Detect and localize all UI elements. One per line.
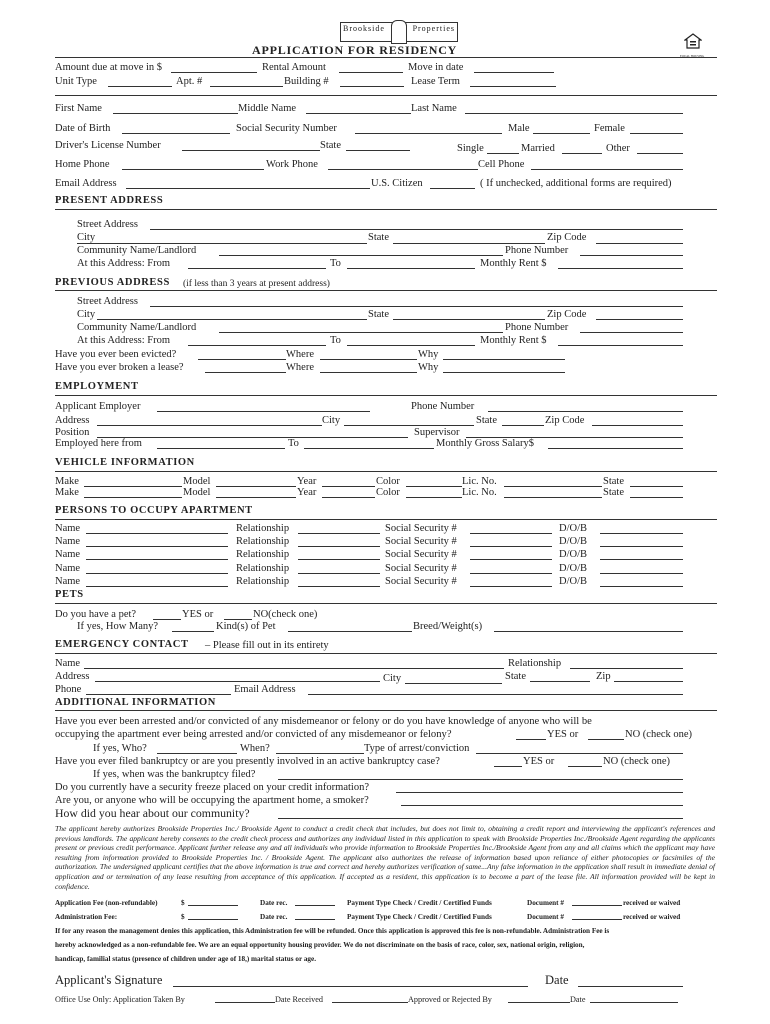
citizen-field[interactable] — [430, 188, 475, 189]
logo-right-text: Properties — [412, 24, 455, 33]
previous-from-field[interactable] — [188, 345, 326, 346]
person-5-relationship-label: Relationship — [236, 576, 290, 587]
equal-housing-label: EQUAL HOUSING — [680, 54, 705, 58]
pet-no-label: NO(check one) — [253, 609, 318, 620]
admin-fee-date-label: Date rec. — [260, 913, 288, 921]
person-5-name-label: Name — [55, 576, 81, 587]
previous-address-note: (if less than 3 years at present address) — [183, 279, 330, 289]
person-2-dob-label: D/O/B — [559, 536, 588, 547]
vehicle-header: VEHICLE INFORMATION — [55, 457, 195, 468]
app-fee-payment-label: Payment Type Check / Credit / Certified Funds — [347, 899, 492, 907]
person-1-relationship-label: Relationship — [236, 523, 290, 534]
emergency-rule — [55, 653, 717, 654]
vehicle-2-lic-label: Lic. No. — [462, 487, 497, 498]
vehicle-2-model-label: Model — [183, 487, 211, 498]
vehicle-rule — [55, 471, 717, 472]
office-taken-label: Office Use Only: Application Taken By — [55, 995, 185, 1004]
other-label: Other — [606, 143, 630, 154]
emergency-zip-field[interactable] — [614, 681, 683, 682]
present-community-label: Community Name/Landlord — [77, 245, 197, 256]
q5-field[interactable] — [278, 818, 683, 819]
person-1-dob-field[interactable] — [600, 533, 683, 534]
additional-header: ADDITIONAL INFORMATION — [55, 697, 216, 708]
single-label: Single — [457, 143, 484, 154]
pet-breed-label: Breed/Weight(s) — [413, 621, 483, 632]
vehicle-1-make-field[interactable] — [84, 486, 182, 487]
emergency-email-field[interactable] — [308, 694, 683, 695]
vehicle-1-model-label: Model — [183, 476, 211, 487]
vehicle-2-color-field[interactable] — [406, 497, 462, 498]
person-3-name-label: Name — [55, 549, 81, 560]
female-field[interactable] — [630, 133, 683, 134]
employed-from-field[interactable] — [157, 448, 285, 449]
present-phone-field[interactable] — [580, 255, 683, 256]
dl-state-label: State — [320, 140, 341, 151]
divider — [55, 95, 717, 96]
app-fee-received-label: received or waived — [623, 899, 681, 907]
admin-fee-received-label: received or waived — [623, 913, 681, 921]
previous-rent-field[interactable] — [558, 345, 683, 346]
pet-how-many-label: If yes, How Many? — [77, 621, 159, 632]
other-field[interactable] — [637, 153, 683, 154]
app-fee-date-label: Date rec. — [260, 899, 288, 907]
pets-rule — [55, 603, 717, 604]
q1-when-label: When? — [240, 743, 270, 754]
person-5-dob-field[interactable] — [600, 586, 683, 587]
dl-label: Driver's License Number — [55, 140, 161, 151]
employer-label: Applicant Employer — [55, 401, 141, 412]
evicted-why-label: Why — [418, 349, 439, 360]
vehicle-2-model-field[interactable] — [216, 497, 296, 498]
present-address-header: PRESENT ADDRESS — [55, 195, 164, 206]
previous-address-header: PREVIOUS ADDRESS — [55, 277, 170, 288]
vehicle-2-year-label: Year — [297, 487, 317, 498]
person-3-name-field[interactable] — [86, 559, 228, 560]
present-rule — [55, 209, 717, 210]
vehicle-2-year-field[interactable] — [322, 497, 375, 498]
pet-breed-field[interactable] — [494, 631, 683, 632]
person-4-dob-label: D/O/B — [559, 563, 588, 574]
person-3-dob-label: D/O/B — [559, 549, 588, 560]
female-label: Female — [594, 123, 625, 134]
emergency-header: EMERGENCY CONTACT — [55, 639, 189, 650]
additional-rule — [55, 710, 717, 711]
lease-term-label: Lease Term — [411, 76, 460, 87]
previous-from-label: At this Address: From — [77, 335, 171, 346]
previous-community-label: Community Name/Landlord — [77, 322, 197, 333]
previous-rent-label: Monthly Rent $ — [480, 335, 547, 346]
person-5-dob-label: D/O/B — [559, 576, 588, 587]
home-phone-label: Home Phone — [55, 159, 110, 170]
q3-field[interactable] — [396, 792, 683, 793]
person-2-relationship-field[interactable] — [298, 546, 380, 547]
signature-label: Applicant's Signature — [55, 973, 163, 987]
q4-field[interactable] — [401, 805, 683, 806]
move-in-field[interactable] — [474, 72, 554, 73]
admin-fee-document-label: Document # — [527, 913, 564, 921]
person-2-name-field[interactable] — [86, 546, 228, 547]
bankruptcy-filed-field[interactable] — [278, 779, 683, 780]
person-5-ssn-label: Social Security # — [385, 576, 457, 587]
employer-state-label: State — [476, 415, 497, 426]
previous-to-field[interactable] — [347, 345, 475, 346]
emergency-state-field[interactable] — [530, 681, 590, 682]
rental-amount-label: Rental Amount — [262, 62, 326, 73]
person-4-ssn-label: Social Security # — [385, 563, 457, 574]
pet-kind-field[interactable] — [288, 631, 412, 632]
employer-zip-field[interactable] — [592, 425, 683, 426]
previous-zip-label: Zip Code — [547, 309, 587, 320]
q1-type-label: Type of arrest/conviction — [364, 743, 470, 754]
present-rent-field[interactable] — [558, 268, 683, 269]
previous-phone-field[interactable] — [580, 332, 683, 333]
q2-no-label: NO (check one) — [603, 756, 671, 767]
employer-city-label: City — [322, 415, 341, 426]
q1-who-label: If yes, Who? — [93, 743, 147, 754]
vehicle-2-state-field[interactable] — [630, 497, 683, 498]
broken-where-label: Where — [286, 362, 314, 373]
authorization-disclaimer: The applicant hereby authorizes Brookside Properties Inc./ Brookside Agent to conduct a credit check that includes, but does not limit to, obtaining a credit report and interviewing the applicant's references and previous landlords. The applicant hereby consents to the credit check process and authorizes any individual listed in this application to speak with Brookside Properties Inc./Brookside Agent regarding the applicants present or previous credit performance. Applicant further release any and all individuals who provide information to Brookside Properties Inc./Brookside Agent from any and all claims which the applicant may have resulting from information provided to Brookside Properties Inc. / Brookside Agent. The applicant also authorizes the release of information based upon reliance of either photocopies or facsimiles of the authorization. The undersigned applicant certifies that the above information is true and correct and hereby authorizes verification of same...Any false information in the application shall result in immediate denial of application and or termination of any lease resulting from acceptance of this application. If accepted as a resident, this application is to become a part of the lease file. All information provided will be kept in confidence. — [55, 824, 715, 891]
dl-state-field[interactable] — [346, 150, 410, 151]
pet-yes-label: YES or — [182, 609, 214, 620]
vehicle-1-year-field[interactable] — [322, 486, 375, 487]
evicted-where-label: Where — [286, 349, 314, 360]
q2-yes-field[interactable] — [494, 766, 522, 767]
q2-yes-label: YES or — [523, 756, 555, 767]
vehicle-1-color-label: Color — [376, 476, 400, 487]
logo-house-icon — [391, 20, 407, 44]
person-2-relationship-label: Relationship — [236, 536, 290, 547]
app-fee-dollar: $ — [181, 899, 185, 907]
broken-where-field[interactable] — [320, 372, 417, 373]
present-city-field[interactable] — [77, 243, 367, 244]
previous-rule — [55, 290, 717, 291]
salary-field[interactable] — [548, 448, 683, 449]
first-name-field[interactable] — [113, 113, 238, 114]
notice-line2: hereby acknowledged as a non-refundable fee. We are an equal opportunity housing provider. We do not discriminate on the basis of race, color, sex, national origin, religion, — [55, 941, 585, 949]
salary-label: Monthly Gross Salary$ — [436, 438, 534, 449]
bankruptcy-filed-label: If yes, when was the bankruptcy filed? — [93, 769, 256, 780]
vehicle-2-lic-field[interactable] — [504, 497, 602, 498]
unit-type-field[interactable] — [108, 86, 172, 87]
employment-header: EMPLOYMENT — [55, 381, 139, 392]
previous-community-field[interactable] — [219, 332, 503, 333]
last-name-label: Last Name — [411, 103, 457, 114]
present-street-label: Street Address — [77, 219, 138, 230]
previous-to-label: To — [330, 335, 341, 346]
lease-term-field[interactable] — [470, 86, 556, 87]
person-1-name-label: Name — [55, 523, 81, 534]
email-label: Email Address — [55, 178, 117, 189]
app-fee-document-label: Document # — [527, 899, 564, 907]
present-from-field[interactable] — [188, 268, 326, 269]
emergency-note: – Please fill out in its entirety — [205, 640, 329, 651]
admin-fee-date-field[interactable] — [295, 919, 335, 920]
q2-label: Have you ever filed bankruptcy or are you presently involved in an active bankruptcy case? — [55, 756, 440, 767]
previous-zip-field[interactable] — [596, 319, 683, 320]
present-from-label: At this Address: From — [77, 258, 171, 269]
persons-header: PERSONS TO OCCUPY APARTMENT — [55, 505, 253, 516]
office-date-received-field[interactable] — [332, 1002, 408, 1003]
emergency-relationship-field[interactable] — [570, 668, 683, 669]
pets-header: PETS — [55, 589, 84, 600]
person-3-relationship-field[interactable] — [298, 559, 380, 560]
person-3-relationship-label: Relationship — [236, 549, 290, 560]
broken-why-label: Why — [418, 362, 439, 373]
position-field[interactable] — [97, 437, 408, 438]
male-field[interactable] — [533, 133, 590, 134]
person-2-ssn-field[interactable] — [470, 546, 552, 547]
married-label: Married — [521, 143, 555, 154]
admin-fee-dollar: $ — [181, 913, 185, 921]
vehicle-1-state-label: State — [603, 476, 624, 487]
citizen-label: U.S. Citizen — [371, 178, 423, 189]
pet-question: Do you have a pet? — [55, 609, 137, 620]
work-phone-field[interactable] — [328, 169, 478, 170]
ssn-label: Social Security Number — [236, 123, 337, 134]
cell-phone-field[interactable] — [531, 169, 683, 170]
emergency-address-field[interactable] — [95, 681, 380, 682]
emergency-phone-field[interactable] — [86, 694, 231, 695]
amount-due-label: Amount due at move in $ — [55, 62, 163, 73]
emergency-state-label: State — [505, 671, 526, 682]
home-phone-field[interactable] — [122, 169, 264, 170]
person-1-dob-label: D/O/B — [559, 523, 588, 534]
present-to-label: To — [330, 258, 341, 269]
person-4-relationship-label: Relationship — [236, 563, 290, 574]
q2-no-field[interactable] — [568, 766, 602, 767]
office-approved-field[interactable] — [508, 1002, 570, 1003]
building-field[interactable] — [340, 86, 404, 87]
move-in-label: Move in date — [408, 62, 464, 73]
apt-field[interactable] — [210, 86, 283, 87]
emergency-city-field[interactable] — [405, 683, 502, 684]
person-1-name-field[interactable] — [86, 533, 228, 534]
emergency-zip-label: Zip — [596, 671, 611, 682]
pet-kind-label: Kind(s) of Pet — [216, 621, 276, 632]
person-5-ssn-field[interactable] — [470, 586, 552, 587]
person-2-name-label: Name — [55, 536, 81, 547]
previous-phone-label: Phone Number — [505, 322, 569, 333]
present-state-field[interactable] — [393, 243, 545, 244]
middle-name-label: Middle Name — [238, 103, 297, 114]
vehicle-2-state-label: State — [603, 487, 624, 498]
ssn-field[interactable] — [355, 133, 502, 134]
vehicle-1-year-label: Year — [297, 476, 317, 487]
person-3-ssn-field[interactable] — [470, 559, 552, 560]
person-3-dob-field[interactable] — [600, 559, 683, 560]
admin-fee-amount-field[interactable] — [188, 919, 238, 920]
vehicle-1-color-field[interactable] — [406, 486, 462, 487]
previous-state-label: State — [368, 309, 389, 320]
notice-line1: If for any reason the management denies this application, this Administration fee will be refunded. Once this application is approved this fee is non-refundable. Administration Fee is — [55, 927, 610, 935]
evicted-where-field[interactable] — [320, 359, 417, 360]
amount-due-field[interactable] — [171, 72, 257, 73]
q1-yes-field[interactable] — [516, 739, 546, 740]
rental-amount-field[interactable] — [339, 72, 403, 73]
previous-city-field[interactable] — [97, 319, 367, 320]
vehicle-2-make-field[interactable] — [84, 497, 182, 498]
male-label: Male — [508, 123, 530, 134]
employer-phone-field[interactable] — [488, 411, 683, 412]
dob-label: Date of Birth — [55, 123, 111, 134]
q1-when-field[interactable] — [276, 753, 364, 754]
person-4-name-label: Name — [55, 563, 81, 574]
vehicle-1-state-field[interactable] — [630, 486, 683, 487]
vehicle-1-lic-label: Lic. No. — [462, 476, 497, 487]
admin-fee-payment-label: Payment Type Check / Credit / Certified Funds — [347, 913, 492, 921]
present-phone-label: Phone Number — [505, 245, 569, 256]
admin-fee-label: Administration Fee: — [55, 913, 118, 921]
q1-yes-label: YES or — [547, 729, 579, 740]
married-field[interactable] — [562, 153, 602, 154]
q1-line1: Have you ever been arrested and/or convicted of any misdemeanor or felony or do you have knowledge of anyone who will be — [55, 716, 592, 727]
emergency-relationship-label: Relationship — [508, 658, 562, 669]
present-to-field[interactable] — [347, 268, 475, 269]
q1-no-field[interactable] — [588, 739, 624, 740]
last-name-field[interactable] — [465, 113, 683, 114]
app-fee-amount-field[interactable] — [188, 905, 238, 906]
present-state-label: State — [368, 232, 389, 243]
title-rule — [55, 57, 717, 58]
emergency-email-label: Email Address — [234, 684, 296, 695]
broken-why-field[interactable] — [443, 372, 565, 373]
emergency-name-label: Name — [55, 658, 81, 669]
q1-who-field[interactable] — [157, 753, 237, 754]
person-4-ssn-field[interactable] — [470, 573, 552, 574]
broken-lease-field[interactable] — [205, 372, 286, 373]
emergency-phone-label: Phone — [55, 684, 82, 695]
unit-type-label: Unit Type — [55, 76, 97, 87]
office-approved-label: Approved or Rejected By — [408, 995, 492, 1004]
supervisor-label: Supervisor — [414, 427, 460, 438]
present-rent-label: Monthly Rent $ — [480, 258, 547, 269]
person-5-relationship-field[interactable] — [298, 586, 380, 587]
brookside-logo — [340, 22, 458, 42]
app-fee-document-field[interactable] — [572, 905, 622, 906]
person-1-relationship-field[interactable] — [298, 533, 380, 534]
vehicle-1-lic-field[interactable] — [504, 486, 602, 487]
admin-fee-document-field[interactable] — [572, 919, 622, 920]
employer-field[interactable] — [157, 411, 370, 412]
q1-type-field[interactable] — [476, 753, 683, 754]
evicted-why-field[interactable] — [443, 359, 565, 360]
present-street-field[interactable] — [150, 229, 683, 230]
q1-no-label: NO (check one) — [625, 729, 693, 740]
logo-left-text: Brookside — [343, 24, 385, 33]
person-5-name-field[interactable] — [86, 586, 228, 587]
present-community-field[interactable] — [219, 255, 503, 256]
employer-zip-label: Zip Code — [545, 415, 585, 426]
previous-street-field[interactable] — [150, 306, 683, 307]
employer-address-label: Address — [55, 415, 90, 426]
pet-no-field[interactable] — [224, 619, 252, 620]
work-phone-label: Work Phone — [266, 159, 318, 170]
office-date-received-label: Date Received — [275, 995, 323, 1004]
equal-housing-icon — [684, 33, 702, 49]
employed-from-label: Employed here from — [55, 438, 142, 449]
evicted-label: Have you ever been evicted? — [55, 349, 177, 360]
q1-line2: occupying the apartment ever being arrested and/or convicted of any misdemeanor or felony? — [55, 729, 452, 740]
q4-label: Are you, or anyone who will be occupying the apartment home, a smoker? — [55, 795, 369, 806]
signature-field[interactable] — [173, 986, 528, 987]
person-4-name-field[interactable] — [86, 573, 228, 574]
first-name-label: First Name — [55, 103, 102, 114]
broken-lease-label: Have you ever broken a lease? — [55, 362, 184, 373]
middle-name-field[interactable] — [306, 113, 411, 114]
email-field[interactable] — [126, 188, 370, 189]
employer-address-field[interactable] — [97, 425, 322, 426]
emergency-address-label: Address — [55, 671, 90, 682]
position-label: Position — [55, 427, 90, 438]
pet-how-many-field[interactable] — [172, 631, 214, 632]
persons-rule — [55, 519, 717, 520]
person-4-relationship-field[interactable] — [298, 573, 380, 574]
office-taken-field[interactable] — [215, 1002, 275, 1003]
emergency-name-field[interactable] — [84, 668, 504, 669]
present-zip-field[interactable] — [596, 243, 683, 244]
dob-field[interactable] — [122, 133, 230, 134]
cell-phone-label: Cell Phone — [478, 159, 525, 170]
vehicle-2-make-label: Make — [55, 487, 79, 498]
building-label: Building # — [284, 76, 329, 87]
employed-to-field[interactable] — [304, 448, 434, 449]
evicted-field[interactable] — [198, 359, 286, 360]
person-2-dob-field[interactable] — [600, 546, 683, 547]
emergency-city-label: City — [383, 673, 402, 684]
pet-yes-field[interactable] — [153, 619, 181, 620]
employment-rule — [55, 395, 717, 396]
present-city-label: City — [77, 232, 96, 243]
notice-line3: handicap, familial status (presence of children under age of 18,) marital status or age. — [55, 955, 317, 963]
previous-street-label: Street Address — [77, 296, 138, 307]
employed-to-label: To — [288, 438, 299, 449]
signature-date-label: Date — [545, 973, 569, 987]
vehicle-1-make-label: Make — [55, 476, 79, 487]
employer-state-field[interactable] — [502, 425, 544, 426]
person-1-ssn-field[interactable] — [470, 533, 552, 534]
apt-label: Apt. # — [176, 76, 203, 87]
previous-state-field[interactable] — [393, 319, 545, 320]
q3-label: Do you currently have a security freeze placed on your credit information? — [55, 782, 369, 793]
single-field[interactable] — [487, 153, 519, 154]
person-2-ssn-label: Social Security # — [385, 536, 457, 547]
office-date-field[interactable] — [590, 1002, 678, 1003]
employer-city-field[interactable] — [344, 425, 474, 426]
form-title: APPLICATION FOR RESIDENCY — [252, 43, 458, 57]
employer-phone-label: Phone Number — [411, 401, 475, 412]
office-date-label: Date — [570, 995, 586, 1004]
vehicle-2-color-label: Color — [376, 487, 400, 498]
person-3-ssn-label: Social Security # — [385, 549, 457, 560]
app-fee-date-field[interactable] — [295, 905, 335, 906]
signature-date-field[interactable] — [578, 986, 683, 987]
previous-city-label: City — [77, 309, 96, 320]
citizen-note: ( If unchecked, additional forms are required) — [480, 178, 672, 189]
person-4-dob-field[interactable] — [600, 573, 683, 574]
q5-label: How did you hear about our community? — [55, 806, 250, 820]
dl-field[interactable] — [182, 150, 320, 151]
vehicle-1-model-field[interactable] — [216, 486, 296, 487]
app-fee-label: Application Fee (non-refundable) — [55, 899, 158, 907]
person-1-ssn-label: Social Security # — [385, 523, 457, 534]
present-zip-label: Zip Code — [547, 232, 587, 243]
